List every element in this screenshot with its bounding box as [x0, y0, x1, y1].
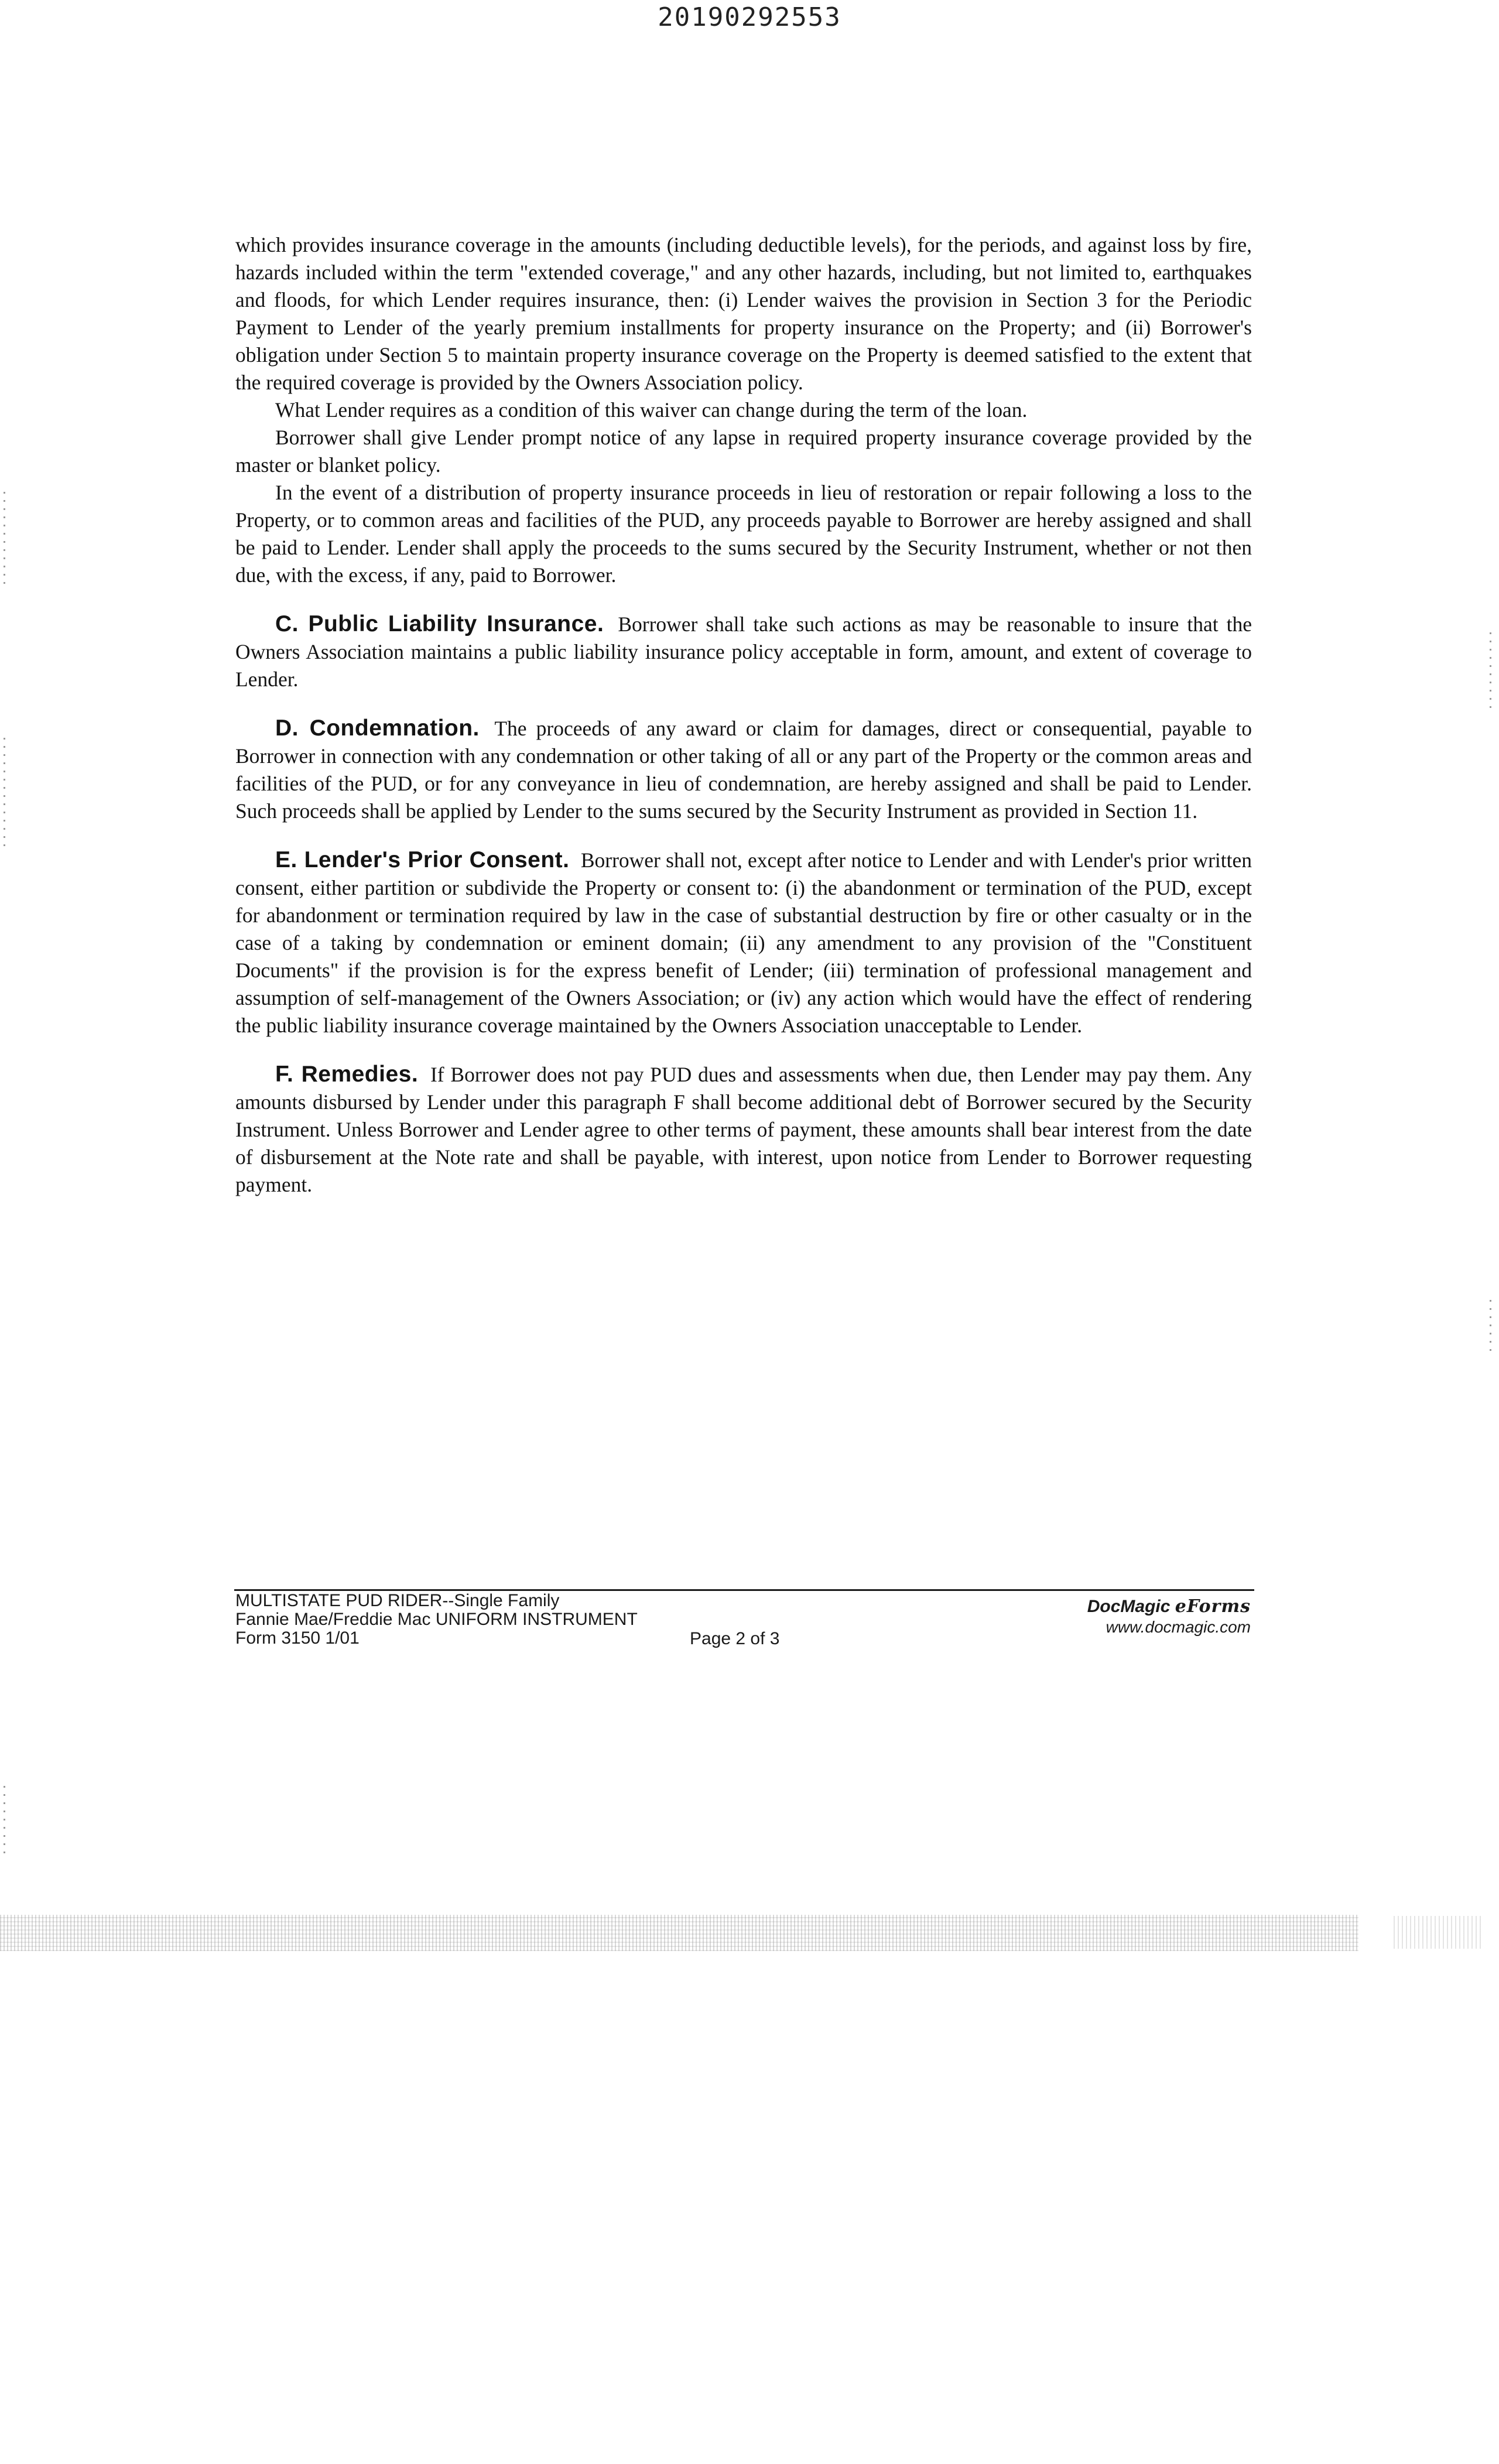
- section-text: If Borrower does not pay PUD dues and assessments when due, then Lender may pay them. Any amounts disbursed by Lender under this paragraph F shall become additional debt of Borrower secured by the Security Instrument. Unless Borrower and Lender agree to other terms of payment, these amounts shall bear interest from the date of disbursement at the Note rate and shall be payable, with interest, upon notice from Lender to Borrower requesting payment.: [235, 1063, 1252, 1196]
- footer-form-info: [235, 1592, 638, 1648]
- scan-margin-marks: [4, 492, 5, 586]
- document-number: 20190292553: [658, 2, 841, 32]
- section-lenders-prior-consent: [235, 846, 1252, 1039]
- footer-instrument: Fannie Mae/Freddie Mac UNIFORM INSTRUMENT: [235, 1610, 638, 1629]
- waiver-paragraph: What Lender requires as a condition of this waiver can change during the term of the loan.: [275, 398, 1028, 422]
- footer-brand-block: [1087, 1596, 1251, 1637]
- brand-suffix: eForms: [1175, 1596, 1251, 1617]
- section-heading: C. Public Liability Insurance.: [275, 611, 604, 636]
- section-heading: E. Lender's Prior Consent.: [275, 847, 570, 872]
- scan-margin-marks: [1490, 1300, 1491, 1353]
- section-heading: D. Condemnation.: [275, 716, 480, 741]
- scan-margin-marks: [4, 738, 5, 849]
- docmagic-logo: [1087, 1596, 1251, 1617]
- section-condemnation: [235, 714, 1252, 825]
- intro-paragraph: which provides insurance coverage in the amounts (including deductible levels), for the periods, and against loss by fire, hazards included within the term "extended coverage," and any other hazards, including, but not limited to, earthquakes and floods, for which Lender requires insurance, then: (i) Lender waives the provision in Section 3 for the Periodic Payment to Lender of the yearly premium installments for property insurance on the Property; and (ii) Borrower's obligation under Section 5 to maintain property insurance coverage on the Property is deemed satisfied to the extent that the required coverage is provided by the Owners Association policy.: [235, 233, 1252, 394]
- section-heading: F. Remedies.: [275, 1062, 419, 1087]
- scan-margin-marks: [4, 1786, 5, 1856]
- section-text: Borrower shall take such actions as may be reasonable to insure that the Owners Association maintains a public liability insurance policy acceptable in form, amount, and extent of coverage to Lender.: [235, 612, 1252, 691]
- section-text: Borrower shall not, except after notice to Lender and with Lender's prior written consent, either partition or subdivide the Property or consent to: (i) the abandonment or termination of the PUD, except for abandonment or termination required by law in the case of substantial destruction by fire or other casualty or in the case of a taking by condemnation or eminent domain; (ii) any amendment to any provision of the "Constituent Documents" if the provision is for the express benefit of Lender; (iii) termination of professional management and assumption of self-management of the Owners Association; or (iv) any action which would have the effect of rendering the public liability insurance coverage maintained by the Owners Association unacceptable to Lender.: [235, 848, 1252, 1037]
- page-number: Page 2 of 3: [690, 1629, 780, 1648]
- footer-form-number: Form 3150 1/01: [235, 1628, 360, 1648]
- section-public-liability: [235, 610, 1252, 693]
- document-body: [235, 231, 1252, 1199]
- section-remedies: [235, 1060, 1252, 1199]
- brand-name: DocMagic: [1087, 1597, 1171, 1616]
- distribution-paragraph: In the event of a distribution of property insurance proceeds in lieu of restoration or repair following a loss to the Property, or to common areas and facilities of the PUD, any proceeds payable to Borrower are hereby assigned and shall be paid to Lender. Lender shall apply the proceeds to the sums secured by the Security Instrument, whether or not then due, with the excess, if any, paid to Borrower.: [235, 481, 1252, 587]
- section-text: The proceeds of any award or claim for damages, direct or consequential, payable to Borrower in connection with any condemnation or other taking of all or any part of the Property or the common areas and facilities of the PUD, or for any conveyance in lieu of condemnation, are hereby assigned and shall be paid to Lender. Such proceeds shall be applied by Lender to the sums secured by the Security Instrument as provided in Section 11.: [235, 717, 1252, 823]
- footer-form-title: MULTISTATE PUD RIDER--Single Family: [235, 1591, 560, 1610]
- scan-noise-band: [1394, 1916, 1481, 1949]
- footer-website: www.docmagic.com: [1106, 1618, 1251, 1636]
- scan-margin-marks: [1490, 632, 1491, 714]
- notice-paragraph: Borrower shall give Lender prompt notice of any lapse in required property insurance coverage provided by the master or blanket policy.: [235, 426, 1252, 477]
- scan-noise-band: [0, 1915, 1358, 1951]
